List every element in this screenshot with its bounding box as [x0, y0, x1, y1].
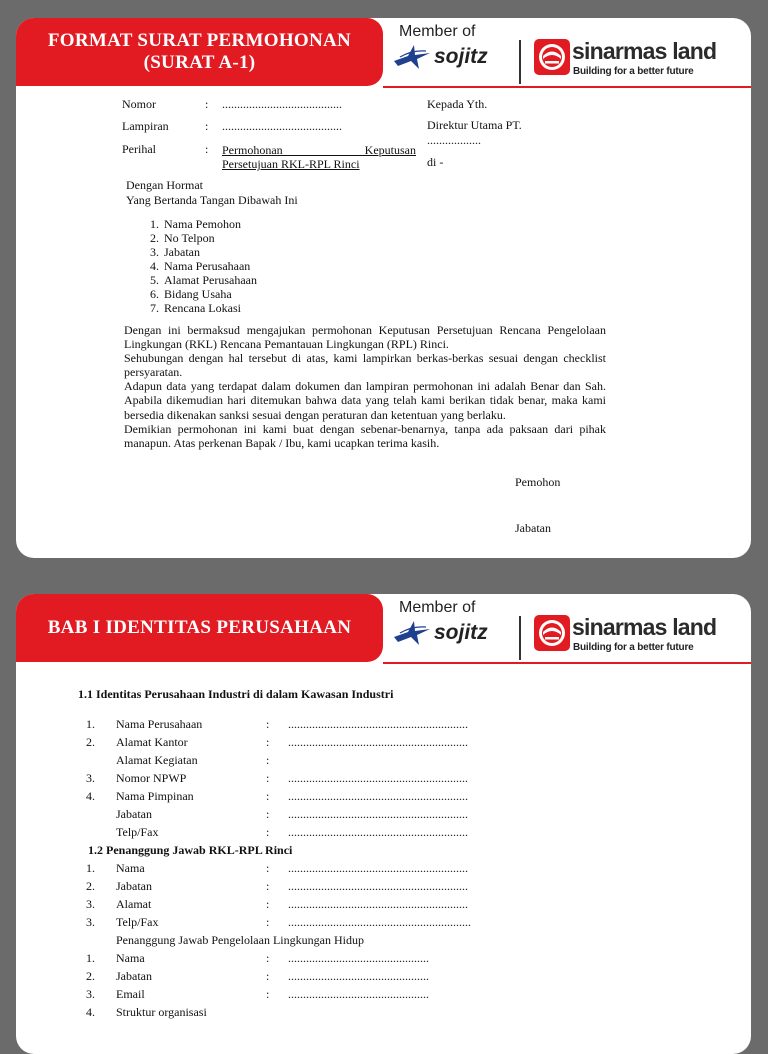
row-value-dots: ............................................................: [288, 771, 468, 785]
title-banner: [16, 594, 383, 662]
list-item: 3. Jabatan: [162, 245, 257, 259]
header-rule: [383, 86, 751, 88]
sinarmas-land-wordmark: sinarmas land: [572, 614, 717, 640]
row-value-dots: .............................................................: [288, 915, 471, 929]
nomor-value: ........................................: [222, 97, 342, 111]
row-label: Jabatan: [116, 969, 152, 983]
header-rule: [383, 662, 751, 664]
greeting-hormat: Dengan Hormat: [126, 178, 203, 192]
sinarmas-tagline: Building for a better future: [573, 66, 694, 77]
row-label: Telp/Fax: [116, 825, 159, 839]
sinarmas-land-wordmark: sinarmas land: [572, 38, 717, 64]
slide-surat-permohonan: [16, 18, 751, 558]
section-1-1-title: 1.1 Identitas Perusahaan Industri di dalam Kawasan Industri: [78, 687, 394, 701]
row-colon: :: [266, 735, 270, 749]
row-value-dots: ............................................................: [288, 825, 468, 839]
section-1-2-title: 1.2 Penanggung Jawab RKL-RPL Rinci: [88, 843, 293, 857]
logo-divider: [519, 40, 521, 84]
row-number: 3.: [86, 897, 95, 911]
row-value-dots: ............................................................: [288, 717, 468, 731]
row-colon: :: [266, 789, 270, 803]
list-item: 7. Rencana Lokasi: [162, 301, 257, 315]
row-colon: :: [266, 825, 270, 839]
nomor-label: Nomor: [122, 97, 156, 111]
row-value-dots: ............................................................: [288, 897, 468, 911]
nomor-colon: :: [205, 97, 209, 111]
lampiran-colon: :: [205, 119, 209, 133]
row-label: Nama Pimpinan: [116, 789, 194, 803]
row-label: Email: [116, 987, 145, 1001]
list-item: 1. Nama Pemohon: [162, 217, 257, 231]
sojitz-logo: [392, 620, 488, 646]
row-number: 3.: [86, 915, 95, 929]
row-value-dots: ...............................................: [288, 951, 429, 965]
direktur-label: Direktur Utama PT.: [427, 118, 522, 132]
body-paragraph: Demikian permohonan ini kami buat dengan sebenar-benarnya, tanpa ada paksaan dari pihak manapun. Atas perkenan Bapak / Ibu, kami ucapkan terima kasih.: [124, 421, 606, 450]
list-item: 5. Alamat Perusahaan: [162, 273, 257, 287]
perihal-value-line2: Persetujuan RKL-RPL Rinci: [222, 157, 360, 171]
greeting-undersigned: Yang Bertanda Tangan Dibawah Ini: [126, 193, 298, 207]
logo-divider: [519, 616, 521, 660]
banner-title-line1: FORMAT SURAT PERMOHONAN: [47, 30, 352, 51]
row-value-dots: ............................................................: [288, 735, 468, 749]
perihal-label: Perihal: [122, 142, 156, 156]
row-colon: :: [266, 771, 270, 785]
lampiran-value: ........................................: [222, 119, 342, 133]
row-colon: :: [266, 717, 270, 731]
subheading-penanggung-jawab: Penanggung Jawab Pengelolaan Lingkungan Hidup: [116, 933, 364, 947]
slide-identitas-perusahaan: [16, 594, 751, 1054]
title-banner: [16, 18, 383, 86]
row-label: Alamat Kegiatan: [116, 753, 198, 767]
kepada-label: Kepada Yth.: [427, 97, 488, 111]
row-colon: :: [266, 861, 270, 875]
sojitz-wordmark: sojitz: [434, 621, 488, 644]
sojitz-logo: [392, 44, 488, 70]
row-number: 2.: [86, 735, 95, 749]
jabatan-signature-label: Jabatan: [515, 521, 551, 535]
row-number: 3.: [86, 987, 95, 1001]
row-number: 1.: [86, 951, 95, 965]
row-colon: :: [266, 987, 270, 1001]
sojitz-star-icon: [392, 44, 432, 70]
row-label: Nama Perusahaan: [116, 717, 203, 731]
sojitz-wordmark: sojitz: [434, 45, 488, 68]
row-label: Alamat: [116, 897, 152, 911]
pemohon-signature-label: Pemohon: [515, 475, 561, 489]
sinarmas-land-logo-icon: [534, 615, 570, 651]
row-label: Nama: [116, 951, 145, 965]
row-colon: :: [266, 915, 270, 929]
row-number: 2.: [86, 969, 95, 983]
member-of-label: Member of: [399, 23, 476, 40]
row-value-dots: ............................................................: [288, 807, 468, 821]
row-value-dots: ............................................................: [288, 861, 468, 875]
row-value-dots: ............................................................: [288, 789, 468, 803]
row-value-dots: ............................................................: [288, 879, 468, 893]
row-colon: :: [266, 897, 270, 911]
row-label: Alamat Kantor: [116, 735, 188, 749]
banner-title-line2: (SURAT A-1): [143, 52, 256, 73]
row-colon: :: [266, 753, 270, 767]
applicant-field-list: [144, 217, 257, 315]
list-item: 2. No Telpon: [162, 231, 257, 245]
perihal-value-line1: Permohonan Keputusan: [222, 143, 416, 157]
row-number: 3.: [86, 771, 95, 785]
row-label: Jabatan: [116, 879, 152, 893]
banner-title: BAB I IDENTITAS PERUSAHAAN: [47, 617, 352, 638]
row-value-dots: ...............................................: [288, 969, 429, 983]
row-value-dots: ...............................................: [288, 987, 429, 1001]
row-label: Jabatan: [116, 807, 152, 821]
body-paragraph: Sehubungan dengan hal tersebut di atas, kami lampirkan berkas-berkas sesuai dengan checklist persyaratan.: [124, 351, 606, 380]
letter-body: [124, 323, 606, 450]
row-number: 2.: [86, 879, 95, 893]
direktur-dots: ..................: [427, 133, 481, 147]
perihal-colon: :: [205, 142, 209, 156]
list-item: 6. Bidang Usaha: [162, 287, 257, 301]
row-number: 4.: [86, 789, 95, 803]
list-item: 4. Nama Perusahaan: [162, 259, 257, 273]
member-of-label: Member of: [399, 599, 476, 616]
body-paragraph: Dengan ini bermaksud mengajukan permohonan Keputusan Persetujuan Rencana Pengelolaan Lingkungan (RKL) Rencana Pemantauan Lingkungan (RPL) Rinci.: [124, 323, 606, 352]
row-label: Nomor NPWP: [116, 771, 187, 785]
sojitz-star-icon: [392, 620, 432, 646]
row-colon: :: [266, 807, 270, 821]
row-colon: :: [266, 879, 270, 893]
row-colon: :: [266, 969, 270, 983]
sinarmas-land-logo-icon: [534, 39, 570, 75]
lampiran-label: Lampiran: [122, 119, 169, 133]
row-label: Telp/Fax: [116, 915, 159, 929]
row-number: 1.: [86, 861, 95, 875]
row-colon: :: [266, 951, 270, 965]
row-label: Struktur organisasi: [116, 1005, 207, 1019]
row-number: 4.: [86, 1005, 95, 1019]
sinarmas-tagline: Building for a better future: [573, 642, 694, 653]
di-label: di -: [427, 155, 444, 169]
row-label: Nama: [116, 861, 145, 875]
body-paragraph: Adapun data yang terdapat dalam dokumen dan lampiran permohonan ini adalah Benar dan Sah. Apabila dikemudian hari ditemukan bahwa data yang telah kami berikan tidak benar, maka kami bersedia dikenakan sanksi sesuai dengan peraturan dan ketentuan yang berlaku.: [124, 379, 606, 422]
row-number: 1.: [86, 717, 95, 731]
